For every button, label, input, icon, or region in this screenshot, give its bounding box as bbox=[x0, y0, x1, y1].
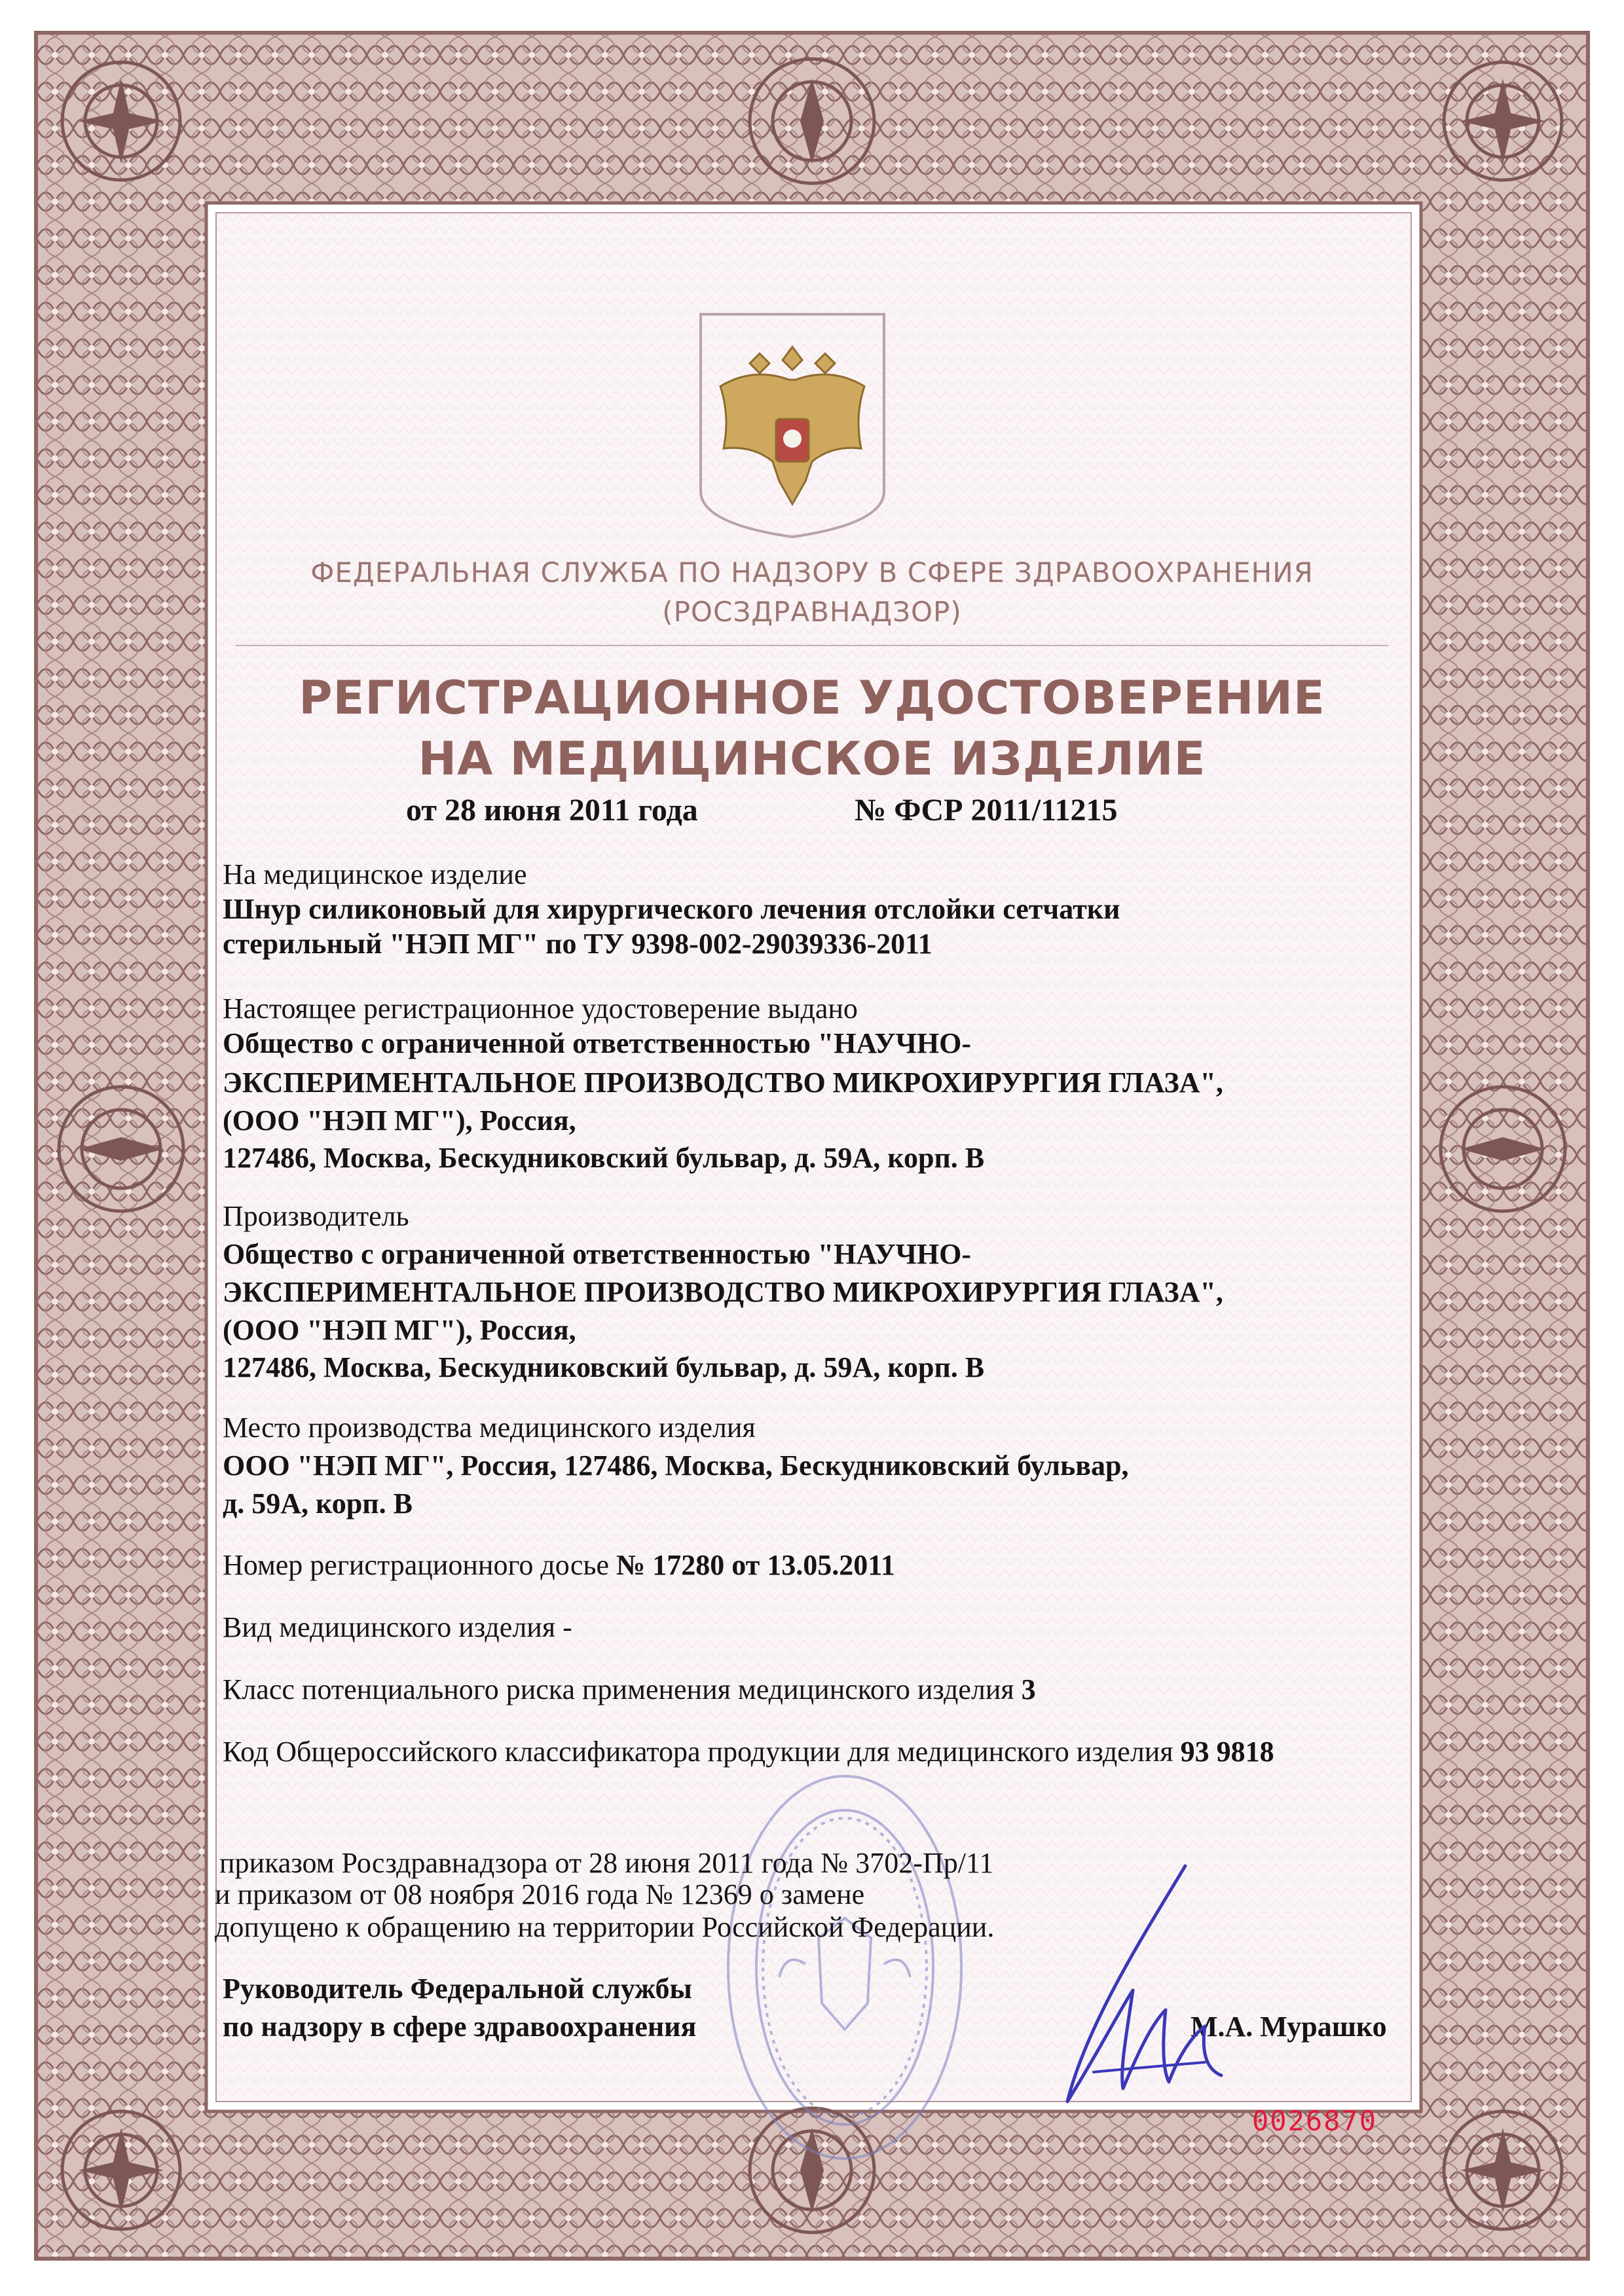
double-headed-eagle-icon bbox=[694, 308, 891, 540]
dossier-value: № 17280 от 13.05.2011 bbox=[616, 1549, 895, 1581]
order-line3: допущено к обращению на территории Российской Федерации. bbox=[215, 1911, 995, 1943]
handwritten-signature-icon bbox=[969, 1853, 1231, 2128]
risk-class-label: Класс потенциального риска применения медицинского изделия bbox=[223, 1673, 1022, 1705]
production-site-line2: д. 59А, корп. В bbox=[223, 1487, 413, 1520]
risk-class-row bbox=[223, 1673, 1036, 1706]
certificate-title: РЕГИСТРАЦИОННОЕ УДОСТОВЕРЕНИЕ bbox=[299, 671, 1325, 725]
device-label: На медицинское изделие bbox=[223, 858, 527, 890]
issued-to-line3: (ООО "НЭП МГ"), Россия, bbox=[223, 1104, 576, 1137]
manufacturer-line1: Общество с ограниченной ответственностью "НАУЧНО- bbox=[223, 1238, 972, 1270]
agency-name: ФЕДЕРАЛЬНАЯ СЛУЖБА ПО НАДЗОРУ В СФЕРЕ ЗДРАВООХРАНЕНИЯ bbox=[310, 556, 1314, 589]
device-name-line2: стерильный "НЭП МГ" по ТУ 9398-002-29039336-2011 bbox=[223, 928, 932, 960]
round-seal-icon bbox=[720, 1768, 969, 2167]
manufacturer-address: 127486, Москва, Бескудниковский бульвар, д. 59А, корп. В bbox=[223, 1351, 985, 1383]
issued-to-line2: ЭКСПЕРИМЕНТАЛЬНОЕ ПРОИЗВОДСТВО МИКРОХИРУРГИЯ ГЛАЗА", bbox=[223, 1066, 1223, 1099]
certificate-number: № ФСР 2011/11215 bbox=[855, 793, 1118, 828]
manufacturer-line3: (ООО "НЭП МГ"), Россия, bbox=[223, 1314, 576, 1346]
issued-to-address: 127486, Москва, Бескудниковский бульвар, д. 59А, корп. В bbox=[223, 1142, 985, 1174]
signatory-name: М.А. Мурашко bbox=[1190, 2011, 1387, 2043]
production-site-label: Место производства медицинского изделия bbox=[223, 1412, 756, 1444]
issued-to-label: Настоящее регистрационное удостоверение выдано bbox=[223, 993, 858, 1025]
dossier-label: Номер регистрационного досье bbox=[223, 1549, 617, 1581]
device-type-label: Вид медицинского изделия - bbox=[223, 1611, 572, 1643]
signatory-title-line1: Руководитель Федеральной службы bbox=[223, 1973, 692, 2005]
serial-number: 0026870 bbox=[1252, 2105, 1378, 2137]
manufacturer-label: Производитель bbox=[223, 1200, 409, 1232]
device-name-line1: Шнур силиконовый для хирургического лечения отслойки сетчатки bbox=[223, 893, 1120, 925]
order-line1: приказом Росздравнадзора от 28 июня 2011 года № 3702-Пр/11 bbox=[219, 1847, 994, 1879]
production-site-line1: ООО "НЭП МГ", Россия, 127486, Москва, Бескудниковский бульвар, bbox=[223, 1449, 1129, 1482]
risk-class-value: 3 bbox=[1021, 1673, 1036, 1705]
issue-date: от 28 июня 2011 года bbox=[406, 793, 698, 828]
issued-to-line1: Общество с ограниченной ответственностью "НАУЧНО- bbox=[223, 1027, 972, 1059]
certificate-subtitle: НА МЕДИЦИНСКОЕ ИЗДЕЛИЕ bbox=[418, 732, 1206, 786]
okp-code-value: 93 9818 bbox=[1180, 1736, 1274, 1768]
manufacturer-line2: ЭКСПЕРИМЕНТАЛЬНОЕ ПРОИЗВОДСТВО МИКРОХИРУРГИЯ ГЛАЗА", bbox=[223, 1276, 1223, 1308]
signatory-title-line2: по надзору в сфере здравоохранения bbox=[223, 2011, 697, 2043]
dossier-row bbox=[223, 1548, 895, 1582]
order-line2: и приказом от 08 ноября 2016 года № 12369 о замене bbox=[215, 1878, 865, 1910]
agency-divider bbox=[236, 645, 1388, 646]
okp-code-label: Код Общероссийского классификатора продукции для медицинского изделия bbox=[223, 1736, 1181, 1768]
agency-short-name: (РОСЗДРАВНАДЗОР) bbox=[662, 596, 962, 628]
okp-code-row bbox=[223, 1735, 1274, 1768]
